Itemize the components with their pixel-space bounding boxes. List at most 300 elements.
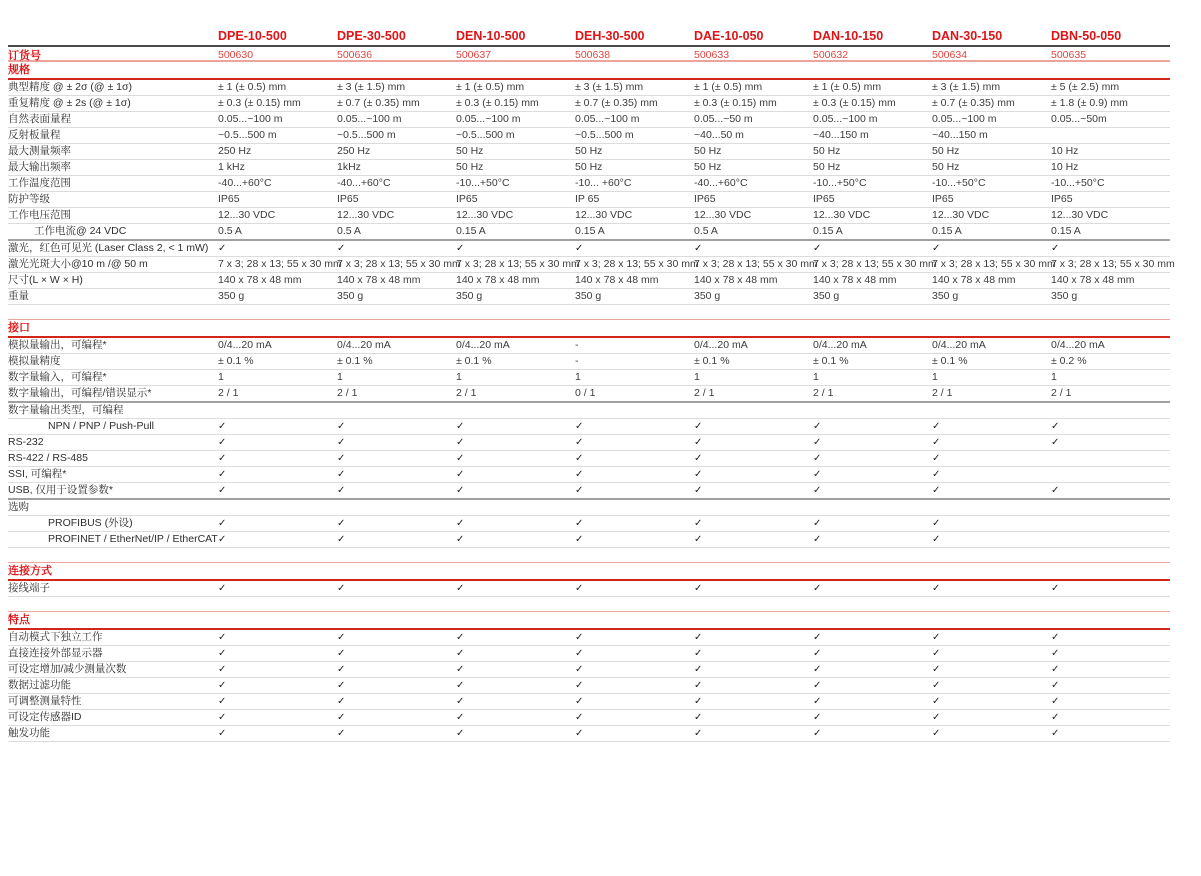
check-icon: ✓: [932, 421, 941, 432]
cell-value: 140 x 78 x 48 mm: [575, 274, 659, 286]
check-icon: ✓: [1051, 421, 1060, 432]
spec-comparison-table: [8, 27, 1175, 742]
cell-value: IP65: [218, 193, 240, 205]
cell-value: 2 / 1: [456, 387, 477, 399]
row-label: 工作电压范围: [8, 209, 71, 221]
check-icon: ✓: [456, 632, 465, 643]
table-row: [8, 451, 1170, 467]
check-icon: ✓: [694, 518, 703, 529]
cell-value: 350 g: [456, 290, 483, 302]
check-icon: ✓: [575, 453, 584, 464]
check-icon: ✓: [575, 728, 584, 739]
check-icon: ✓: [932, 696, 941, 707]
check-icon: ✓: [218, 518, 227, 529]
cell-value: 350 g: [694, 290, 721, 302]
cell-value: IP65: [1051, 193, 1073, 205]
check-icon: ✓: [813, 243, 822, 254]
cell-value: ± 1 (± 0.5) mm: [694, 81, 763, 93]
check-icon: ✓: [1051, 632, 1060, 643]
check-icon: ✓: [694, 469, 703, 480]
check-icon: ✓: [813, 583, 822, 594]
check-icon: ✓: [456, 728, 465, 739]
check-icon: ✓: [575, 648, 584, 659]
check-icon: ✓: [1051, 680, 1060, 691]
table-row: [8, 338, 1170, 354]
check-icon: ✓: [1051, 648, 1060, 659]
check-icon: ✓: [218, 437, 227, 448]
order-number: 500638: [575, 49, 611, 61]
check-icon: ✓: [932, 518, 941, 529]
cell-value: 10 Hz: [1051, 145, 1079, 157]
cell-value: ± 0.1 %: [694, 355, 730, 367]
table-row: [8, 419, 1170, 435]
check-icon: ✓: [932, 453, 941, 464]
table-row: [8, 386, 1170, 403]
check-icon: ✓: [575, 664, 584, 675]
cell-value: 0.5 A: [218, 225, 242, 237]
row-label: 最大测量频率: [8, 145, 71, 157]
check-icon: ✓: [337, 421, 346, 432]
column-header-row: [8, 27, 1170, 47]
section-title: 连接方式: [8, 562, 1170, 581]
cell-value: 2 / 1: [932, 387, 953, 399]
cell-value: 140 x 78 x 48 mm: [813, 274, 897, 286]
check-icon: ✓: [932, 712, 941, 723]
order-number: 500635: [1051, 49, 1087, 61]
cell-value: 2 / 1: [1051, 387, 1072, 399]
check-icon: ✓: [337, 712, 346, 723]
check-icon: ✓: [932, 583, 941, 594]
row-label: RS-422 / RS-485: [8, 452, 88, 464]
check-icon: ✓: [694, 728, 703, 739]
check-icon: ✓: [813, 728, 822, 739]
cell-value: 12...30 VDC: [813, 209, 871, 221]
check-icon: ✓: [813, 680, 822, 691]
row-label: RS-232: [8, 436, 44, 448]
cell-value: -: [575, 339, 579, 351]
cell-value: IP65: [694, 193, 716, 205]
table-row: [8, 532, 1170, 548]
cell-value: 350 g: [337, 290, 364, 302]
cell-value: 7 x 3; 28 x 13; 55 x 30 mm: [813, 258, 937, 270]
table-row: [8, 467, 1170, 483]
row-label: 触发功能: [8, 727, 50, 739]
check-icon: ✓: [456, 680, 465, 691]
check-icon: ✓: [218, 632, 227, 643]
check-icon: ✓: [932, 534, 941, 545]
cell-value: -10...+50°C: [813, 177, 867, 189]
cell-value: -10... +60°C: [575, 177, 632, 189]
check-icon: ✓: [932, 437, 941, 448]
check-icon: ✓: [218, 485, 227, 496]
check-icon: ✓: [932, 728, 941, 739]
cell-value: IP 65: [575, 193, 600, 205]
cell-value: ~0.5...500 m: [456, 129, 515, 141]
cell-value: ± 0.1 %: [813, 355, 849, 367]
cell-value: ± 0.1 %: [337, 355, 373, 367]
check-icon: ✓: [694, 485, 703, 496]
table-row: [8, 128, 1170, 144]
row-label: 激光光斑大小@10 m /@ 50 m: [8, 258, 148, 270]
cell-value: 0.05...~100 m: [337, 113, 402, 125]
check-icon: ✓: [1051, 437, 1060, 448]
cell-value: ± 0.7 (± 0.35) mm: [575, 97, 658, 109]
section-title: 特点: [8, 611, 1170, 630]
check-icon: ✓: [694, 632, 703, 643]
cell-value: 1: [337, 371, 343, 383]
cell-value: ± 1 (± 0.5) mm: [813, 81, 882, 93]
cell-value: ± 0.3 (± 0.15) mm: [813, 97, 896, 109]
table-row: [8, 96, 1170, 112]
check-icon: ✓: [694, 421, 703, 432]
check-icon: ✓: [813, 421, 822, 432]
table-row: [8, 208, 1170, 224]
row-label: 自然表面量程: [8, 113, 71, 125]
cell-value: 12...30 VDC: [337, 209, 395, 221]
row-label: 自动模式下独立工作: [8, 631, 103, 643]
check-icon: ✓: [575, 680, 584, 691]
cell-value: 12...30 VDC: [694, 209, 752, 221]
cell-value: 50 Hz: [813, 145, 841, 157]
table-row: [8, 192, 1170, 208]
check-icon: ✓: [1051, 712, 1060, 723]
cell-value: 140 x 78 x 48 mm: [218, 274, 302, 286]
check-icon: ✓: [456, 648, 465, 659]
check-icon: ✓: [337, 632, 346, 643]
cell-value: 1: [932, 371, 938, 383]
row-label: 可设定传感器ID: [8, 711, 82, 723]
table-row: [8, 80, 1170, 96]
row-label: PROFINET / EtherNet/IP / EtherCAT: [48, 533, 218, 545]
row-label: 数字量输入，可编程*: [8, 371, 107, 383]
cell-value: ± 0.3 (± 0.15) mm: [456, 97, 539, 109]
cell-value: 250 Hz: [218, 145, 252, 157]
table-row: [8, 257, 1175, 273]
check-icon: ✓: [337, 485, 346, 496]
table-row: [8, 176, 1170, 192]
cell-value: 10 Hz: [1051, 161, 1079, 173]
column-header: DPE-30-500: [337, 29, 406, 43]
table-row: [8, 370, 1170, 386]
check-icon: ✓: [337, 648, 346, 659]
row-label: 直接连接外部显示器: [8, 647, 103, 659]
order-number: 500630: [218, 49, 254, 61]
section-gap: [8, 597, 1170, 611]
check-icon: ✓: [337, 469, 346, 480]
check-icon: ✓: [813, 632, 822, 643]
cell-value: ± 0.3 (± 0.15) mm: [694, 97, 777, 109]
column-header: DEH-30-500: [575, 29, 645, 43]
check-icon: ✓: [932, 680, 941, 691]
check-icon: ✓: [575, 518, 584, 529]
check-icon: ✓: [456, 437, 465, 448]
cell-value: 350 g: [813, 290, 840, 302]
cell-value: 140 x 78 x 48 mm: [1051, 274, 1135, 286]
cell-value: 0.05...~100 m: [218, 113, 283, 125]
cell-value: 0.05...~100 m: [813, 113, 878, 125]
cell-value: 0.15 A: [456, 225, 486, 237]
check-icon: ✓: [1051, 664, 1060, 675]
cell-value: ~40...150 m: [813, 129, 869, 141]
table-row: [8, 646, 1170, 662]
cell-value: -10...+50°C: [1051, 177, 1105, 189]
check-icon: ✓: [337, 728, 346, 739]
check-icon: ✓: [456, 243, 465, 254]
check-icon: ✓: [932, 632, 941, 643]
check-icon: ✓: [575, 437, 584, 448]
cell-value: ~0.5...500 m: [218, 129, 277, 141]
row-label: 最大输出频率: [8, 161, 71, 173]
table-row: [8, 241, 1170, 257]
check-icon: ✓: [694, 712, 703, 723]
cell-value: ± 0.7 (± 0.35) mm: [932, 97, 1015, 109]
check-icon: ✓: [813, 485, 822, 496]
cell-value: 140 x 78 x 48 mm: [337, 274, 421, 286]
cell-value: 350 g: [575, 290, 602, 302]
cell-value: 0.15 A: [575, 225, 605, 237]
check-icon: ✓: [1051, 485, 1060, 496]
order-number: 500632: [813, 49, 849, 61]
check-icon: ✓: [813, 664, 822, 675]
cell-value: -10...+50°C: [932, 177, 986, 189]
order-number: 500636: [337, 49, 373, 61]
check-icon: ✓: [575, 421, 584, 432]
cell-value: 7 x 3; 28 x 13; 55 x 30 mm: [932, 258, 1056, 270]
cell-value: ± 3 (± 1.5) mm: [575, 81, 644, 93]
check-icon: ✓: [694, 534, 703, 545]
row-label: 重复精度 @ ± 2s (@ ± 1σ): [8, 97, 131, 109]
check-icon: ✓: [694, 243, 703, 254]
check-icon: ✓: [337, 680, 346, 691]
cell-value: 1: [813, 371, 819, 383]
cell-value: 50 Hz: [456, 145, 484, 157]
column-header: DBN-50-050: [1051, 29, 1122, 43]
check-icon: ✓: [932, 485, 941, 496]
cell-value: ± 0.1 %: [456, 355, 492, 367]
row-label: 反射板量程: [8, 129, 61, 141]
check-icon: ✓: [932, 648, 941, 659]
cell-value: IP65: [337, 193, 359, 205]
cell-value: 0.15 A: [932, 225, 962, 237]
cell-value: 50 Hz: [932, 145, 960, 157]
cell-value: ~40...150 m: [932, 129, 988, 141]
check-icon: ✓: [218, 453, 227, 464]
check-icon: ✓: [813, 534, 822, 545]
cell-value: IP65: [932, 193, 954, 205]
check-icon: ✓: [813, 453, 822, 464]
cell-value: 140 x 78 x 48 mm: [456, 274, 540, 286]
cell-value: ± 3 (± 1.5) mm: [337, 81, 406, 93]
cell-value: 50 Hz: [694, 161, 722, 173]
check-icon: ✓: [218, 583, 227, 594]
check-icon: ✓: [694, 648, 703, 659]
cell-value: 7 x 3; 28 x 13; 55 x 30 mm: [218, 258, 342, 270]
cell-value: 2 / 1: [694, 387, 715, 399]
cell-value: 1: [575, 371, 581, 383]
check-icon: ✓: [575, 243, 584, 254]
check-icon: ✓: [1051, 583, 1060, 594]
cell-value: ± 0.1 %: [932, 355, 968, 367]
check-icon: ✓: [456, 712, 465, 723]
check-icon: ✓: [456, 453, 465, 464]
check-icon: ✓: [456, 469, 465, 480]
cell-value: 0.05...~100 m: [456, 113, 521, 125]
check-icon: ✓: [1051, 728, 1060, 739]
check-icon: ✓: [813, 648, 822, 659]
row-label: 接线端子: [8, 582, 50, 594]
check-icon: ✓: [456, 583, 465, 594]
section-gap: [8, 305, 1170, 319]
row-label: SSI, 可编程*: [8, 468, 67, 480]
cell-value: -40...+60°C: [337, 177, 391, 189]
check-icon: ✓: [813, 437, 822, 448]
check-icon: ✓: [575, 469, 584, 480]
row-label: 典型精度 @ ± 2σ (@ ± 1σ): [8, 81, 132, 93]
cell-value: 0.05...~100 m: [932, 113, 997, 125]
table-row: [8, 662, 1170, 678]
check-icon: ✓: [456, 518, 465, 529]
check-icon: ✓: [575, 534, 584, 545]
cell-value: 140 x 78 x 48 mm: [694, 274, 778, 286]
check-icon: ✓: [813, 469, 822, 480]
check-icon: ✓: [575, 696, 584, 707]
check-icon: ✓: [1051, 243, 1060, 254]
check-icon: ✓: [218, 534, 227, 545]
check-icon: ✓: [575, 485, 584, 496]
cell-value: 1: [1051, 371, 1057, 383]
check-icon: ✓: [218, 469, 227, 480]
cell-value: 0.5 A: [337, 225, 361, 237]
cell-value: 50 Hz: [813, 161, 841, 173]
cell-value: ± 1 (± 0.5) mm: [456, 81, 525, 93]
check-icon: ✓: [813, 712, 822, 723]
cell-value: 7 x 3; 28 x 13; 55 x 30 mm: [337, 258, 461, 270]
check-icon: ✓: [694, 453, 703, 464]
row-label: 防护等级: [8, 193, 50, 205]
cell-value: -40...+60°C: [694, 177, 748, 189]
check-icon: ✓: [337, 696, 346, 707]
order-row-label: 订货号: [8, 50, 41, 62]
check-icon: ✓: [337, 437, 346, 448]
cell-value: ~0.5...500 m: [575, 129, 634, 141]
check-icon: ✓: [932, 243, 941, 254]
cell-value: 0/4...20 mA: [694, 339, 748, 351]
row-subheader-label: 数字量输出类型，可编程: [8, 404, 124, 416]
row-label: USB, 仅用于设置参数*: [8, 484, 114, 496]
cell-value: ± 0.7 (± 0.35) mm: [337, 97, 420, 109]
table-row: [8, 581, 1170, 597]
cell-value: 0 / 1: [575, 387, 596, 399]
table-row: [8, 144, 1170, 160]
column-header: DAN-30-150: [932, 29, 1003, 43]
cell-value: 1 kHz: [218, 161, 245, 173]
cell-value: 0/4...20 mA: [932, 339, 986, 351]
row-label: 激光，红色可见光 (Laser Class 2, < 1 mW): [8, 242, 209, 254]
cell-value: 1: [456, 371, 462, 383]
cell-value: -10...+50°C: [456, 177, 510, 189]
table-row: [8, 354, 1170, 370]
cell-value: 1: [694, 371, 700, 383]
cell-value: 50 Hz: [575, 145, 603, 157]
cell-value: 50 Hz: [932, 161, 960, 173]
cell-value: 350 g: [1051, 290, 1078, 302]
cell-value: 1: [218, 371, 224, 383]
cell-value: ~0.5...500 m: [337, 129, 396, 141]
cell-value: -: [575, 355, 579, 367]
check-icon: ✓: [218, 648, 227, 659]
cell-value: 0.05...~100 m: [575, 113, 640, 125]
cell-value: 0.05...~50m: [1051, 113, 1107, 125]
cell-value: 50 Hz: [456, 161, 484, 173]
row-label: 可调整测量特性: [8, 695, 82, 707]
cell-value: ± 1.8 (± 0.9) mm: [1051, 97, 1128, 109]
table-row: [8, 500, 1170, 516]
cell-value: 0.5 A: [694, 225, 718, 237]
table-row: [8, 726, 1170, 742]
table-row: [8, 160, 1170, 176]
order-number: 500637: [456, 49, 492, 61]
cell-value: 12...30 VDC: [1051, 209, 1109, 221]
cell-value: 12...30 VDC: [218, 209, 276, 221]
row-label: 数据过滤功能: [8, 679, 71, 691]
check-icon: ✓: [813, 696, 822, 707]
cell-value: 250 Hz: [337, 145, 371, 157]
cell-value: 12...30 VDC: [456, 209, 514, 221]
cell-value: ± 1 (± 0.5) mm: [218, 81, 287, 93]
row-label: 可设定增加/减少测量次数: [8, 663, 127, 675]
cell-value: 1kHz: [337, 161, 361, 173]
check-icon: ✓: [694, 664, 703, 675]
cell-value: 2 / 1: [813, 387, 834, 399]
row-label: 工作温度范围: [8, 177, 71, 189]
cell-value: 350 g: [932, 290, 959, 302]
cell-value: 7 x 3; 28 x 13; 55 x 30 mm: [694, 258, 818, 270]
table-row: [8, 112, 1170, 128]
order-number: 500633: [694, 49, 730, 61]
cell-value: -40...+60°C: [218, 177, 272, 189]
order-number: 500634: [932, 49, 968, 61]
table-row: [8, 403, 1170, 419]
check-icon: ✓: [218, 712, 227, 723]
cell-value: 140 x 78 x 48 mm: [932, 274, 1016, 286]
section-title: 接口: [8, 319, 1170, 338]
check-icon: ✓: [218, 421, 227, 432]
cell-value: ± 0.3 (± 0.15) mm: [218, 97, 301, 109]
order-number-row: [8, 47, 1170, 62]
section-title: 规格: [8, 62, 1170, 80]
check-icon: ✓: [694, 583, 703, 594]
check-icon: ✓: [218, 728, 227, 739]
check-icon: ✓: [218, 680, 227, 691]
cell-value: 50 Hz: [575, 161, 603, 173]
check-icon: ✓: [337, 243, 346, 254]
cell-value: ± 0.2 %: [1051, 355, 1087, 367]
check-icon: ✓: [694, 680, 703, 691]
table-row: [8, 483, 1170, 500]
column-header: DAE-10-050: [694, 29, 764, 43]
cell-value: IP65: [813, 193, 835, 205]
table-row: [8, 435, 1170, 451]
row-label: 工作电流@ 24 VDC: [34, 225, 127, 237]
check-icon: ✓: [218, 696, 227, 707]
column-header: DAN-10-150: [813, 29, 884, 43]
row-label: 尺寸(L × W × H): [8, 274, 83, 286]
cell-value: 12...30 VDC: [932, 209, 990, 221]
cell-value: 350 g: [218, 290, 245, 302]
cell-value: 7 x 3; 28 x 13; 55 x 30 mm: [1051, 258, 1175, 270]
row-label: 模拟量输出，可编程*: [8, 339, 107, 351]
cell-value: 0.15 A: [1051, 225, 1081, 237]
